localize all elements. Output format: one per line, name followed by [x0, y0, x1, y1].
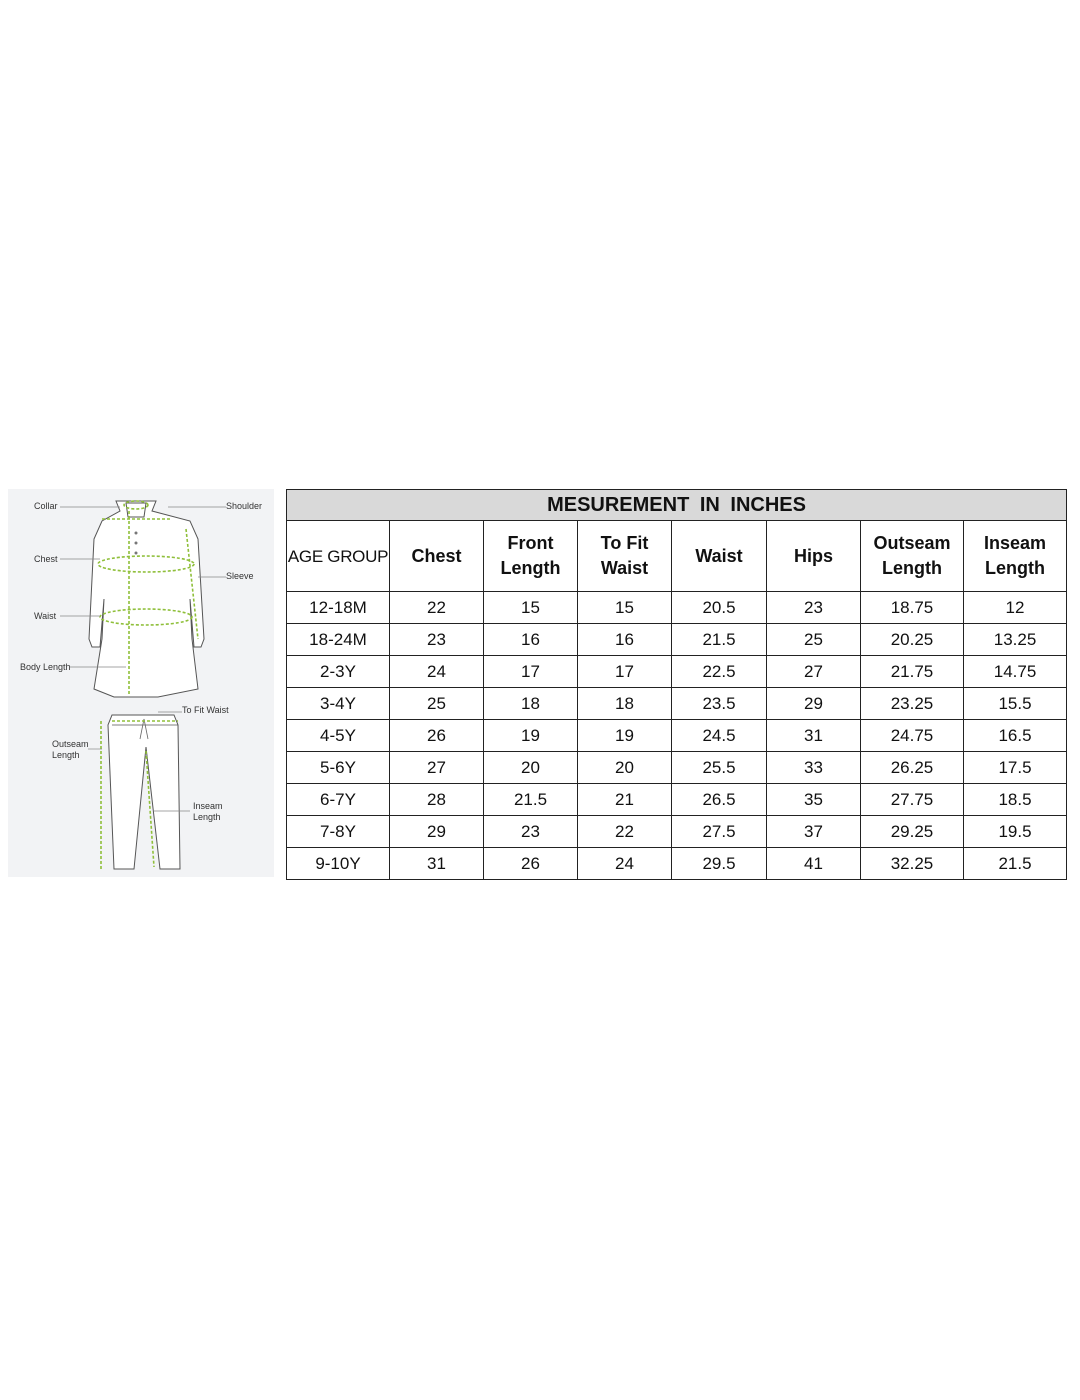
cell-hips: 29 — [767, 688, 861, 720]
cell-outseam-length: 27.75 — [861, 784, 964, 816]
cell-hips: 31 — [767, 720, 861, 752]
cell-front-length: 16 — [484, 624, 578, 656]
cell-inseam-length: 17.5 — [964, 752, 1067, 784]
cell-outseam-length: 32.25 — [861, 848, 964, 880]
table-row — [287, 752, 1067, 784]
cell-to-fit-waist: 22 — [578, 816, 672, 848]
cell-chest: 23 — [390, 624, 484, 656]
cell-outseam-length: 29.25 — [861, 816, 964, 848]
waist-label: Waist — [34, 611, 57, 621]
cell-to-fit-waist: 20 — [578, 752, 672, 784]
cell-chest: 25 — [390, 688, 484, 720]
cell-outseam-length: 18.75 — [861, 592, 964, 624]
cell-waist: 21.5 — [672, 624, 767, 656]
cell-front-length: 21.5 — [484, 784, 578, 816]
cell-inseam-length: 16.5 — [964, 720, 1067, 752]
cell-inseam-length: 14.75 — [964, 656, 1067, 688]
cell-inseam-length: 18.5 — [964, 784, 1067, 816]
cell-front-length: 20 — [484, 752, 578, 784]
table-title: MESUREMENT IN INCHES — [287, 490, 1067, 521]
kurta-collar — [126, 503, 146, 517]
cell-to-fit-waist: 19 — [578, 720, 672, 752]
table-body — [287, 592, 1067, 880]
cell-age-group: 5-6Y — [287, 752, 390, 784]
cell-age-group: 2-3Y — [287, 656, 390, 688]
cell-age-group: 6-7Y — [287, 784, 390, 816]
cell-outseam-length: 24.75 — [861, 720, 964, 752]
cell-inseam-length: 21.5 — [964, 848, 1067, 880]
table-row — [287, 592, 1067, 624]
cell-inseam-length: 13.25 — [964, 624, 1067, 656]
cell-hips: 41 — [767, 848, 861, 880]
outseam-length-label: Outseam Length — [52, 739, 89, 760]
cell-age-group: 3-4Y — [287, 688, 390, 720]
cell-to-fit-waist: 15 — [578, 592, 672, 624]
cell-to-fit-waist: 21 — [578, 784, 672, 816]
column-header-age-group: AGE GROUP — [287, 521, 390, 592]
cell-waist: 22.5 — [672, 656, 767, 688]
cell-inseam-length: 12 — [964, 592, 1067, 624]
cell-waist: 23.5 — [672, 688, 767, 720]
measurement-diagram — [8, 489, 274, 877]
cell-waist: 25.5 — [672, 752, 767, 784]
cell-hips: 27 — [767, 656, 861, 688]
cell-chest: 28 — [390, 784, 484, 816]
chest-label: Chest — [34, 554, 58, 564]
cell-chest: 24 — [390, 656, 484, 688]
cell-waist: 27.5 — [672, 816, 767, 848]
cell-front-length: 18 — [484, 688, 578, 720]
collar-label: Collar — [34, 501, 58, 511]
table-title-row — [287, 490, 1067, 521]
column-header-to-fit-waist: To Fit Waist — [578, 521, 672, 592]
cell-front-length: 23 — [484, 816, 578, 848]
cell-hips: 25 — [767, 624, 861, 656]
button-dot — [135, 532, 138, 535]
cell-age-group: 7-8Y — [287, 816, 390, 848]
cell-waist: 29.5 — [672, 848, 767, 880]
cell-to-fit-waist: 18 — [578, 688, 672, 720]
cell-front-length: 17 — [484, 656, 578, 688]
cell-outseam-length: 23.25 — [861, 688, 964, 720]
cell-hips: 37 — [767, 816, 861, 848]
table-header-row — [287, 521, 1067, 592]
column-header-waist: Waist — [672, 521, 767, 592]
cell-age-group: 9-10Y — [287, 848, 390, 880]
cell-inseam-length: 19.5 — [964, 816, 1067, 848]
size-chart-table — [286, 489, 1067, 880]
cell-to-fit-waist: 17 — [578, 656, 672, 688]
body-length-label: Body Length — [20, 662, 71, 672]
column-header-hips: Hips — [767, 521, 861, 592]
cell-age-group: 18-24M — [287, 624, 390, 656]
table-row — [287, 688, 1067, 720]
cell-chest: 27 — [390, 752, 484, 784]
cell-waist: 24.5 — [672, 720, 767, 752]
cell-front-length: 19 — [484, 720, 578, 752]
cell-chest: 26 — [390, 720, 484, 752]
button-dot — [135, 552, 138, 555]
cell-waist: 20.5 — [672, 592, 767, 624]
cell-inseam-length: 15.5 — [964, 688, 1067, 720]
to-fit-waist-label: To Fit Waist — [182, 705, 229, 715]
pajama-outline — [108, 715, 180, 869]
table-row — [287, 784, 1067, 816]
cell-hips: 35 — [767, 784, 861, 816]
table-row — [287, 624, 1067, 656]
table-row — [287, 816, 1067, 848]
column-header-chest: Chest — [390, 521, 484, 592]
sleeve-label: Sleeve — [226, 571, 254, 581]
cell-outseam-length: 20.25 — [861, 624, 964, 656]
table-row — [287, 848, 1067, 880]
cell-hips: 23 — [767, 592, 861, 624]
cell-outseam-length: 26.25 — [861, 752, 964, 784]
shoulder-label: Shoulder — [226, 501, 263, 511]
button-dot — [135, 542, 138, 545]
column-header-front-length: Front Length — [484, 521, 578, 592]
cell-hips: 33 — [767, 752, 861, 784]
table-row — [287, 656, 1067, 688]
cell-chest: 22 — [390, 592, 484, 624]
cell-chest: 31 — [390, 848, 484, 880]
cell-age-group: 12-18M — [287, 592, 390, 624]
cell-to-fit-waist: 24 — [578, 848, 672, 880]
cell-age-group: 4-5Y — [287, 720, 390, 752]
column-header-inseam-length: Inseam Length — [964, 521, 1067, 592]
cell-outseam-length: 21.75 — [861, 656, 964, 688]
cell-front-length: 15 — [484, 592, 578, 624]
cell-to-fit-waist: 16 — [578, 624, 672, 656]
kurta-pajama-illustration — [8, 489, 274, 877]
table-row — [287, 720, 1067, 752]
cell-front-length: 26 — [484, 848, 578, 880]
cell-waist: 26.5 — [672, 784, 767, 816]
cell-chest: 29 — [390, 816, 484, 848]
inseam-length-label: Inseam Length — [193, 801, 223, 822]
column-header-outseam-length: Outseam Length — [861, 521, 964, 592]
